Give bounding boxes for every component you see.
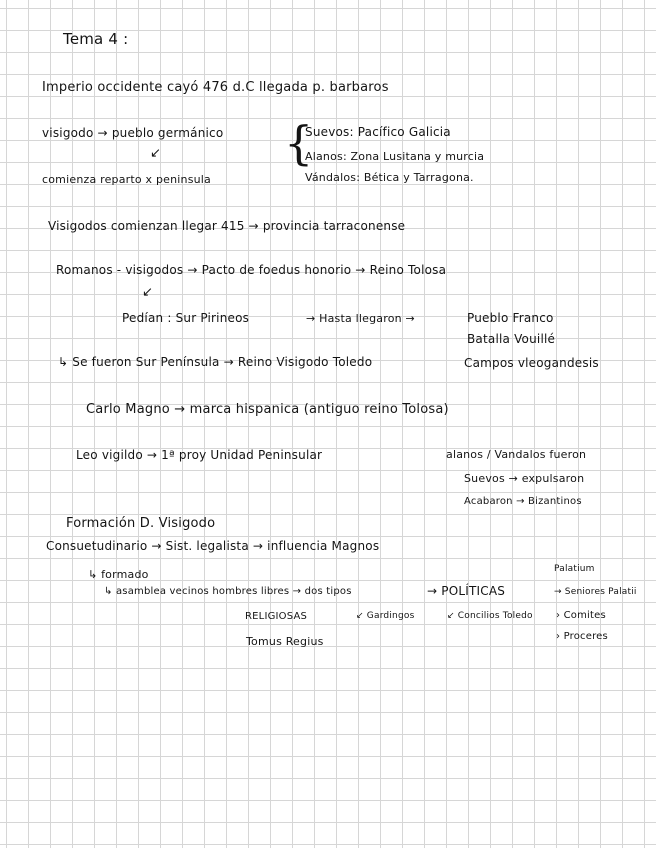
note-suevos-expulsaron: Suevos → expulsaron — [464, 472, 585, 485]
down-arrow-icon: ↙ — [150, 146, 162, 161]
curly-brace-icon: { — [284, 116, 314, 170]
note-asamblea: ↳ asamblea vecinos hombres libres → dos tipos — [104, 586, 352, 597]
note-acabaron: Acabaron → Bizantinos — [464, 496, 582, 507]
note-senores-palatii: → Seniores Palatii — [554, 587, 637, 597]
note-suevos: Suevos: Pacífico Galicia — [305, 125, 451, 139]
note-formado: ↳ formado — [88, 568, 149, 581]
section-heading-formacion: Formación D. Visigodo — [66, 516, 216, 531]
note-hasta: → Hasta llegaron → — [306, 312, 415, 325]
note-consuetudinario: Consuetudinario → Sist. legalista → influencia Magnos — [46, 539, 380, 553]
note-pueblo-franco: Pueblo Franco — [467, 311, 554, 325]
note-proceres: › Proceres — [556, 631, 608, 642]
note-visigodos-llegar: Visigodos comienzan llegar 415 → provincia tarraconense — [48, 219, 406, 233]
note-visigodo: visigodo → pueblo germánico — [42, 126, 224, 140]
note-leo: Leo vigildo → 1ª proy Unidad Peninsular — [76, 448, 323, 462]
note-pedian: Pedían : Sur Pirineos — [122, 311, 250, 325]
note-carlo: Carlo Magno → marca hispanica (antiguo reino Tolosa) — [86, 402, 449, 417]
note-se-fueron: ↳ Se fueron Sur Península → Reino Visigodo Toledo — [58, 355, 373, 369]
down-arrow-icon: ↙ — [142, 285, 154, 300]
note-palatium: Palatium — [554, 564, 595, 574]
note-comites: › Comites — [556, 610, 606, 621]
note-imperio: Imperio occidente cayó 476 d.C llegada p. barbaros — [42, 80, 389, 95]
note-romanos: Romanos - visigodos → Pacto de foedus honorio → Reino Tolosa — [56, 263, 447, 277]
note-politicas: → POLÍTICAS — [427, 584, 506, 598]
note-alanos-vandalos: alanos / Vandalos fueron — [446, 448, 587, 461]
note-religiosas: RELIGIOSAS — [245, 611, 308, 622]
page-title: Tema 4 : — [63, 30, 129, 48]
note-vandalos: Vándalos: Bética y Tarragona. — [305, 171, 474, 184]
note-campos: Campos vleogandesis — [464, 356, 599, 370]
note-gardingos: ↙ Gardingos — [356, 611, 415, 621]
note-alanos: Alanos: Zona Lusitana y murcia — [305, 150, 485, 163]
note-concilios-toledo: ↙ Concilios Toledo — [447, 611, 533, 621]
note-comienza: comienza reparto x peninsula — [42, 173, 211, 186]
note-tomus: Tomus Regius — [246, 635, 324, 648]
note-batalla: Batalla Vouillé — [467, 332, 556, 346]
